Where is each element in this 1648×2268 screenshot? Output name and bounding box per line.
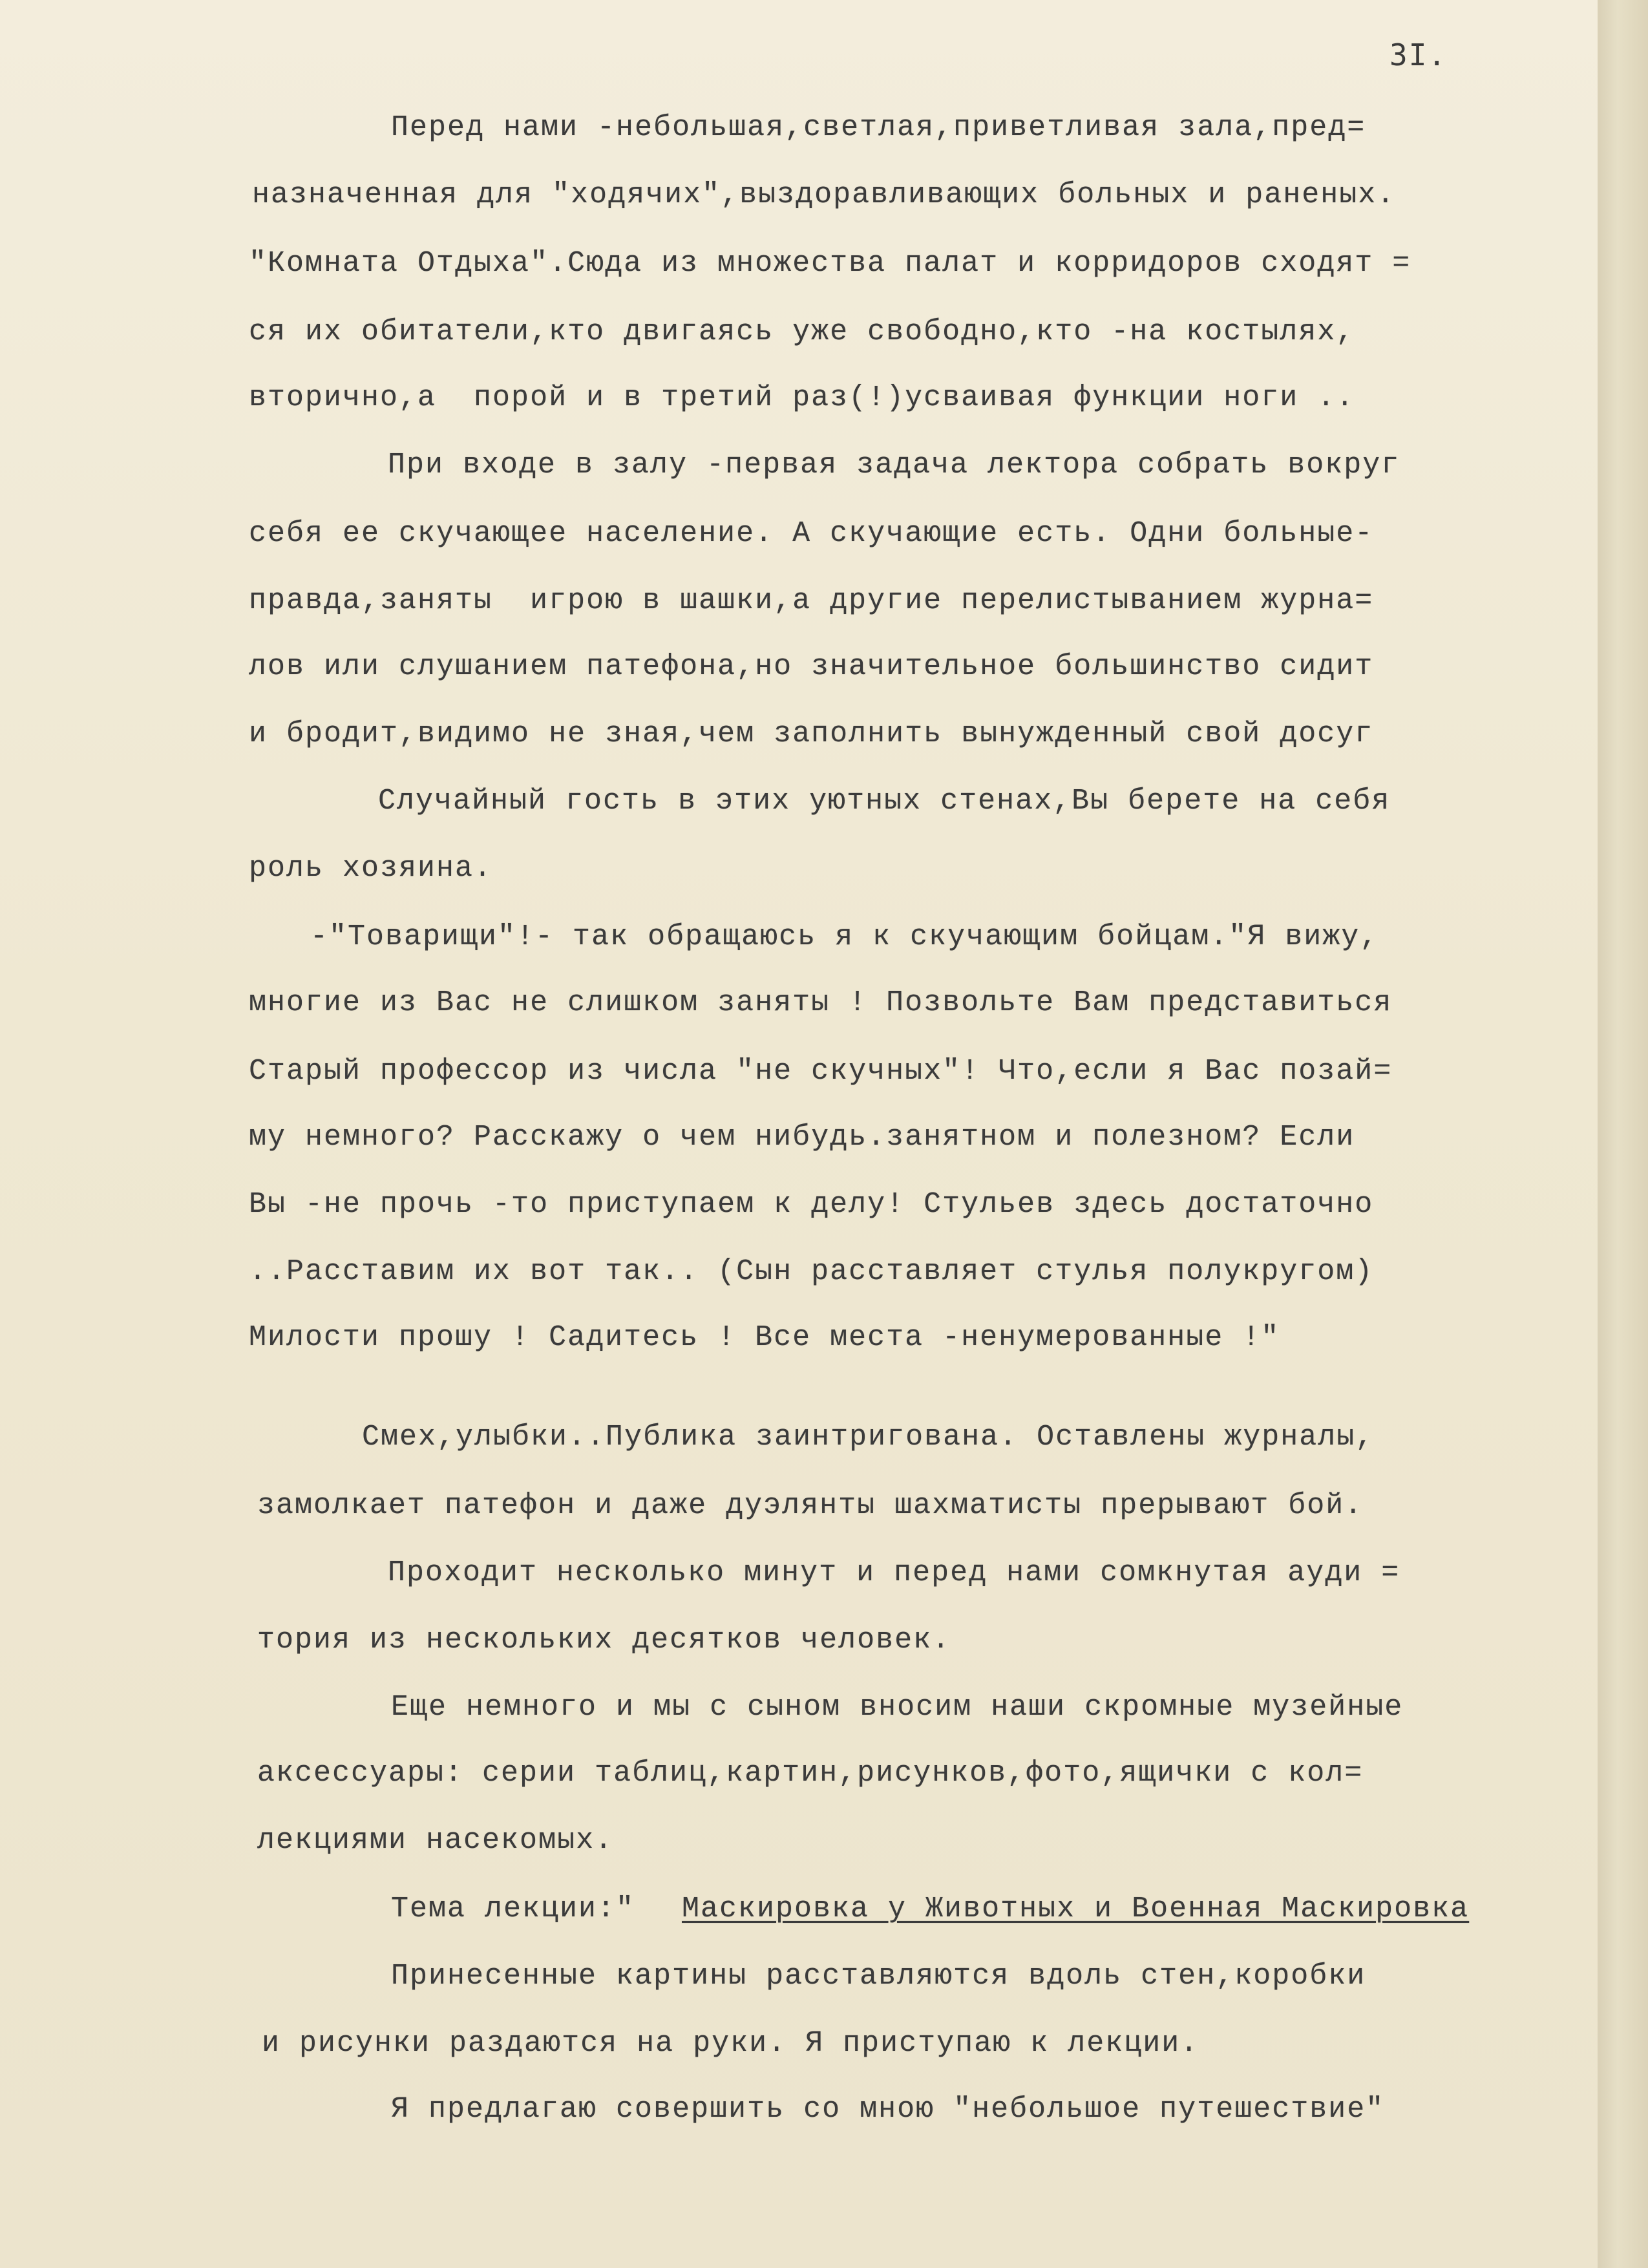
text-line-29: Принесенные картины расставляются вдоль стен,коробки — [391, 1960, 1366, 1993]
text-line-31: Я предлагаю совершить со мною "небольшое путешествие" — [391, 2093, 1385, 2126]
text-line-14: многие из Вас не слишком заняты ! Позвольте Вам представиться — [249, 986, 1393, 1019]
page-number: 3I. — [1389, 37, 1448, 72]
text-line-22: Проходит несколько минут и перед нами сомкнутая ауди = — [388, 1556, 1400, 1589]
text-line-25: аксессуары: серии таблиц,картин,рисунков,фото,ящички с кол= — [257, 1757, 1364, 1790]
text-line-5: вторично,а порой и в третий раз(!)усваивая функции ноги .. — [249, 381, 1355, 414]
text-line-10: и бродит,видимо не зная,чем заполнить вынужденный свой досуг — [249, 717, 1374, 750]
text-line-15: Старый профессор из числа "не скучных"! Что,если я Вас позай= — [249, 1055, 1393, 1088]
text-line-17: Вы -не прочь -то приступаем к делу! Стульев здесь достаточно — [249, 1188, 1374, 1221]
text-line-3: "Комната Отдыха".Сюда из множества палат и корридоров сходят = — [249, 247, 1411, 280]
text-line-16: му немного? Расскажу о чем нибудь.занятном и полезном? Если — [249, 1121, 1355, 1154]
text-line-30: и рисунки раздаются на руки. Я приступаю к лекции. — [262, 2027, 1199, 2060]
text-line-18: ..Расставим их вот так.. (Сын расставляет стулья полукругом) — [249, 1255, 1374, 1288]
text-line-20: Смех,улыбки..Публика заинтригована. Оставлены журналы, — [362, 1421, 1375, 1454]
text-line-4: ся их обитатели,кто двигаясь уже свободно,кто -на костылях, — [249, 315, 1355, 348]
text-line-24: Еще немного и мы с сыном вносим наши скромные музейные — [391, 1691, 1404, 1724]
text-line-19: Милости прошу ! Садитесь ! Все места -ненумерованные !" — [249, 1321, 1280, 1354]
text-line-13: -"Товарищи"!- так обращаюсь я к скучающим бойцам."Я вижу, — [310, 920, 1379, 953]
text-line-1: Перед нами -небольшая,светлая,приветливая зала,пред= — [391, 111, 1366, 144]
paper-edge — [1598, 0, 1648, 2268]
text-line-12: роль хозяина. — [249, 852, 493, 885]
text-line-11: Случайный гость в этих уютных стенах,Вы берете на себя — [378, 785, 1391, 818]
text-line-9: лов или слушанием патефона,но значительное большинство сидит — [249, 650, 1374, 683]
text-line-6: При входе в залу -первая задача лектора собрать вокруг — [388, 449, 1400, 482]
text-line-23: тория из нескольких десятков человек. — [257, 1624, 951, 1657]
text-line-2: назначенная для "ходячих",выздоравливающих больных и раненых. — [252, 178, 1396, 211]
lecture-topic-title: Маскировка у Животных и Военная Маскировка — [682, 1892, 1470, 1925]
text-line-8: правда,заняты игрою в шашки,а другие перелистыванием журна= — [249, 584, 1374, 617]
lecture-topic-label: Тема лекции:" — [391, 1892, 635, 1925]
text-line-7: себя ее скучающее население. А скучающие есть. Одни больные- — [249, 517, 1374, 550]
text-line-21: замолкает патефон и даже дуэлянты шахматисты прерывают бой. — [257, 1489, 1364, 1522]
text-line-26: лекциями насекомых. — [257, 1824, 614, 1857]
